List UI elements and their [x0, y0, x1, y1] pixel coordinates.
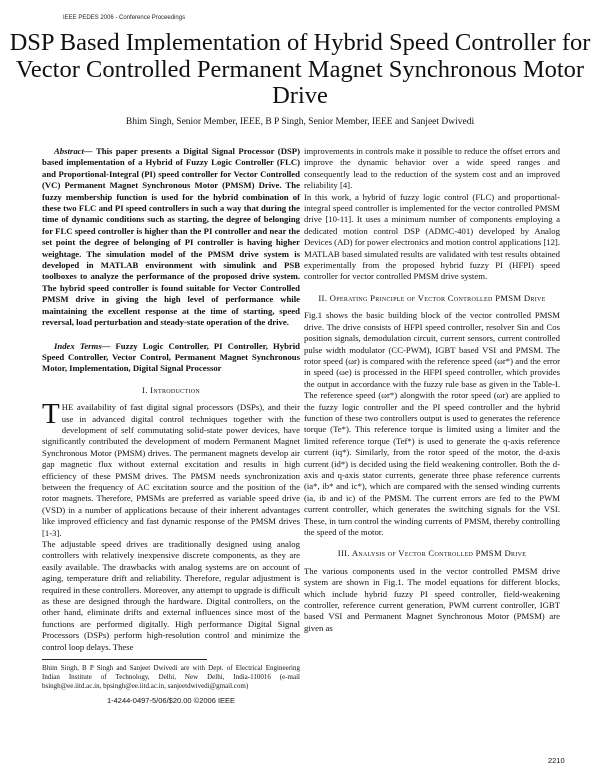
left-column [42, 146, 300, 706]
abstract-label: Abstract— [54, 146, 93, 156]
section2-paragraph: Fig.1 shows the basic building block of the vector controlled PMSM drive. The drive consists of HFPI speed controller, resolver Sin and Cos position signals, demodulation circuit, current sensors, current controlled pulse width modulator (CC-PWM), IGBT based VSI and PMSM. The rotor speed (ωr) is compared with the reference speed (ωr*) and the error in speed (ωe) is processed in the HFPI speed controller, which provides the output in accordance with the fuzzy rule base as given in the Table-I. The reference speed (ωr*) alongwith the rotor speed (ωr) are applied to the fuzzy logic controller and the PI speed controller and the hybrid function of these two controllers output is used to generates the reference torque (Te*). This reference torque is limited using a limiter and the limited reference torque (Tef*) is used to generate the q-axis reference current (iq*). Similarly, from the rotor speed of the motor, the d-axis current (id*) is decided using the field weakening controller. Both the d-axis and q-axis stator currents, generate three phase reference currents (ia*, ib* and ic*), which are compared with the sensed winding currents (ia, ib and ic) of the PMSM. The current errors are fed to the PWM current controller, which generates the switching signals for the VSI. These, in turn control the winding currents of PMSM, thereby controlling the speed of the motor. [304, 310, 560, 537]
section3-paragraph: The various components used in the vector controlled PMSM drive system are shown in Fig.1. The model equations for different blocks, which include hybrid fuzzy PI speed controller, field-weakening controller, reference current generation, PWM current controller, IGBT based VSI and Permanent Magnet Synchronous Motor (PMSM) are given as [304, 565, 560, 633]
index-terms-text: Fuzzy Logic Controller, PI Controller, Hybrid Speed Controller, Vector Control, Permanent Magnet Synchronous Motor, Implementation, Digital Signal Processor [42, 340, 300, 374]
intro-paragraph-1 [42, 398, 300, 539]
intro-paragraph-2: The adjustable speed drives are traditionally designed using analog controllers with relatively inexpensive discrete components, as they are easily available. The drawbacks with analog systems are on account of aging, temperature drift and reliability. Therefore, regular adjustment is required in these controllers. Moreover, any attempt to upgrade is difficult as these are designed through the hardware. Digital controllers, on the other hand, eliminate drifts and external influences since most of the functions are performed digitally. High performance Digital Signal Processors (DSPs) perform high-resolution control and minimize the control loop delays. These [42, 539, 300, 652]
section-heading-analysis: III. Analysis of Vector Controlled PMSM Drive [337, 548, 527, 559]
abstract [42, 146, 300, 329]
copyright-line: 1-4244-0497-5/06/$20.00 ©2006 IEEE [106, 696, 236, 706]
section-heading-operating-principle: II. Operating Principle of Vector Controlled PMSM Drive [318, 292, 546, 303]
author-footnote: Bhim Singh, B P Singh and Sanjeet Dwivedi are with Dept. of Electrical Engineering Indian Institute of Technology, Delhi, New Delhi, India-110016 (e-mail bsingh@ee.iitd.ac.in, bpsingh@ee.iitd.ac.in, sanjeetdwivedi@gmail.com) [42, 664, 300, 691]
authors: Bhim Singh, Senior Member, IEEE, B P Singh, Senior Member, IEEE and Sanjeet Dwivedi [125, 117, 475, 127]
section-heading-introduction: I. Introduction [142, 384, 200, 395]
footnote-divider [42, 659, 207, 660]
drop-cap: T [42, 398, 60, 431]
paper-title: DSP Based Implementation of Hybrid Speed Controller for Vector Controlled Permanent Magnet Synchronous Motor Drive [9, 29, 591, 109]
abstract-text: This paper presents a Digital Signal Processor (DSP) based implementation of a Hybrid of Fuzzy Logic Controller (FLC) and Proportional-Integral (PI) speed controller for Vector Controlled (VC) Permanent Magnet Synchronous Motor (PMSM) Drive. The fuzzy membership function is used for the hybrid combination of these two FLC and PI speed controllers in such a way that during the time of dynamic conditions such as starting, the degree of belonging for FLC speed controller is higher than the PI controller and near the set point the degree of belonging of PI controller is having higher weightage. The simulation model of the PMSM drive system is developed in MATLAB environment with simulink and PSB toolboxes to analyze the performance of the proposed drive system. The hybrid speed controller is found suitable for Vector Controlled PMSM drive in giving the high level of performance while maintaining the excellent response at the time of starting, speed reversal, load perturbation and steady-state operation of the drive. [42, 146, 300, 328]
right-paragraph-2: In this work, a hybrid of fuzzy logic control (FLC) and proportional-integral speed controller is implemented for the vector controlled PMSM drive [10-11]. It uses a minimum number of components employing a dedicated motion control DSP (ADMC-401) developed by Analog Devices (AD) for power electronics and motion control applications [12]. MATLAB based simulated results are validated with test results obtained experimentally from the proposed hybrid fuzzy PI (HFPI) speed controller for vector controlled PMSM drive system. [304, 191, 560, 282]
intro-paragraph-1-text: HE availability of fast digital signal processors (DSPs), and their use in advanced digital control techniques together with the development of self commutating solid-state power devices, have significantly contributed the development of modern Permanent Magnet Synchronous Motor (PMSM) drives. The permanent magnets develop air gap magnetic flux without external excitation and results in high efficiency of these PMSM drives. The PMSM needs synchronization between the frequency of AC excitation source and the position of the rotor magnets. Therefore, PMSMs are preferred as variable speed drive (VSD) in a number of applications because of their inherent advantages like improved efficiency and fast dynamic response of the PMSM drives [1-3]. [42, 402, 300, 538]
conference-header-stamp: IEEE PEDES 2006 - Conference Proceedings [63, 15, 186, 21]
index-terms-label: Index Terms— [54, 340, 111, 351]
index-terms [42, 341, 300, 375]
right-paragraph-1: improvements in controls make it possible to reduce the offset errors and improve the dynamic behavior over a wide speed ranges and consequently lead to the reduction of the system cost and an improved reliability [4]. [304, 146, 560, 191]
right-column [304, 146, 560, 634]
page-number: 2210 [548, 756, 565, 765]
